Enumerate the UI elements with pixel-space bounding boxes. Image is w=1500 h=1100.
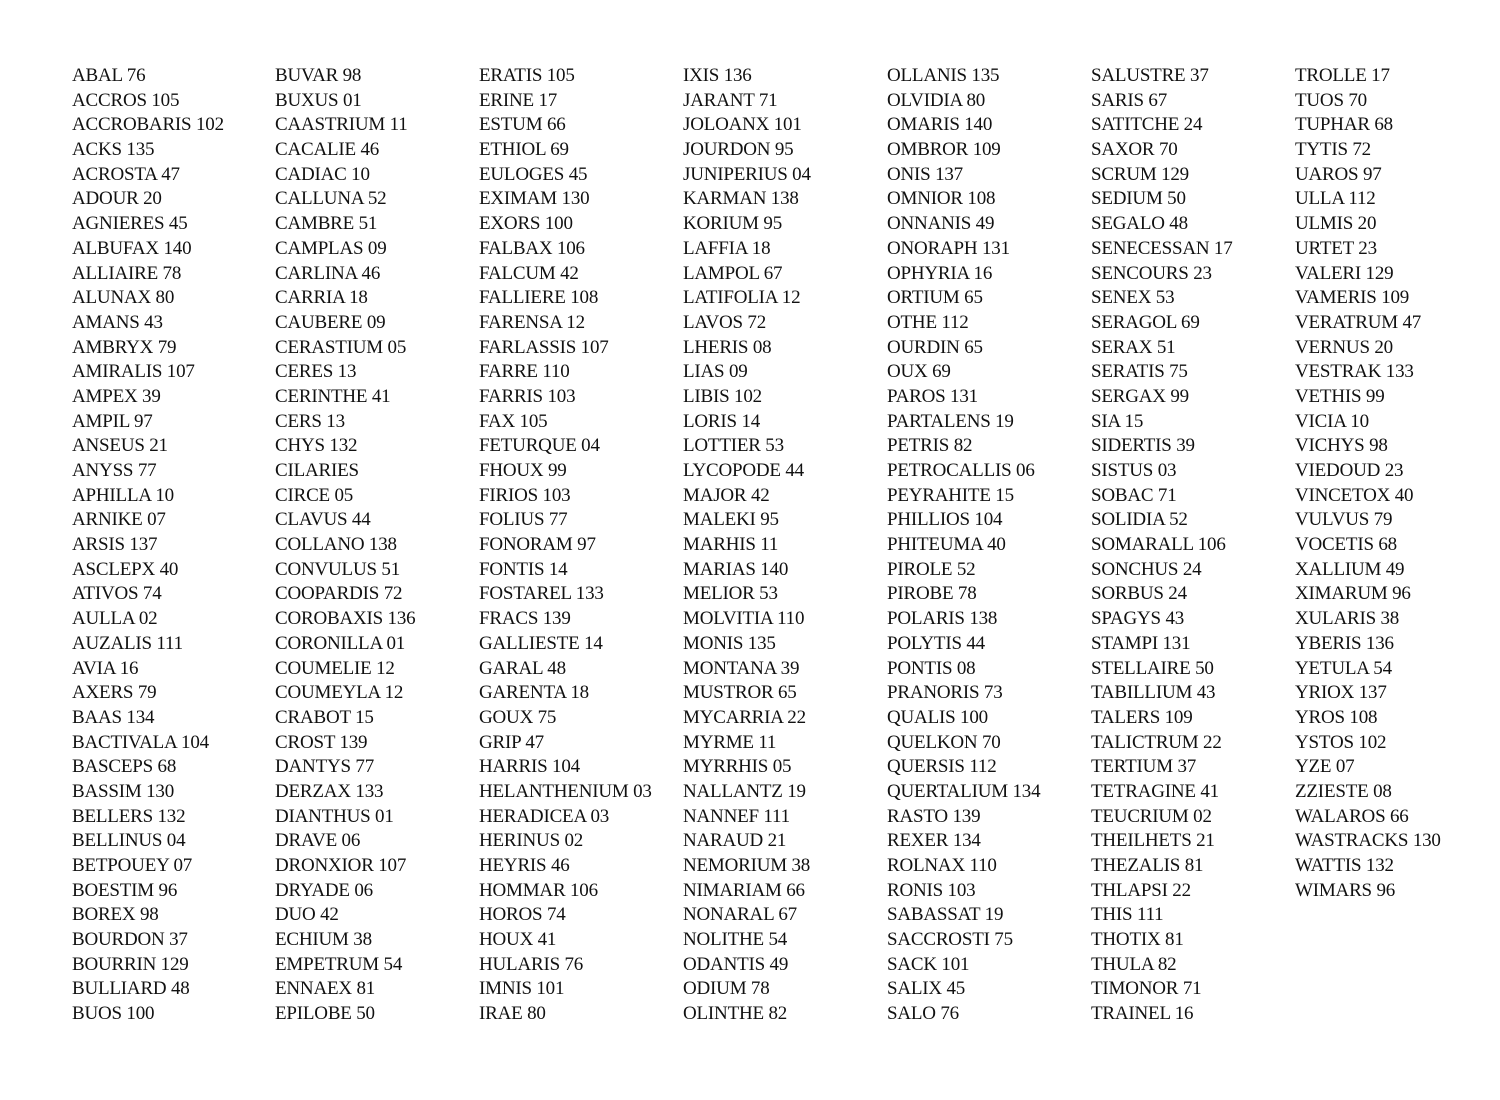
index-entry: FARENSA 12 (479, 311, 585, 333)
index-entry: CAMPLAS 09 (275, 237, 387, 259)
index-entry: RASTO 139 (887, 805, 981, 827)
index-entry: NOLITHE 54 (683, 929, 788, 951)
index-entry: LAFFIA 18 (683, 237, 771, 259)
index-entry: HARRIS 104 (479, 756, 580, 778)
index-entry: THOTIX 81 (1091, 929, 1184, 951)
index-entry: FETURQUE 04 (479, 435, 600, 457)
index-entry: BOESTIM 96 (72, 879, 178, 901)
index-entry: FOSTAREL 133 (479, 583, 604, 605)
index-entry: TRAINEL 16 (1091, 1003, 1194, 1025)
index-entry: SARIS 67 (1091, 89, 1168, 111)
index-entry: PEYRAHITE 15 (887, 484, 1014, 506)
index-entry: GRIP 47 (479, 731, 544, 753)
index-entry: ERATIS 105 (479, 65, 575, 86)
index-entry: PRANORIS 73 (887, 682, 1003, 704)
index-entry: EMPETRUM 54 (275, 953, 403, 975)
index-entry: AUZALIS 111 (72, 632, 183, 654)
index-entry: PETROCALLIS 06 (887, 460, 1035, 481)
index-entry: IMNIS 101 (479, 978, 565, 1000)
index-entry: SOMARALL 106 (1091, 534, 1226, 556)
index-entry: CAASTRIUM 11 (275, 114, 408, 136)
index-entry: THULA 82 (1091, 953, 1177, 975)
index-entry: LHERIS 08 (683, 336, 772, 358)
index-entry: FARRE 110 (479, 361, 570, 383)
index-entry: BOURRIN 129 (72, 953, 189, 975)
index-entry: LIAS 09 (683, 361, 748, 383)
index-entry: POLYTIS 44 (887, 632, 985, 654)
index-entry: MAJOR 42 (683, 484, 770, 506)
index-entry: WIMARS 96 (1295, 879, 1396, 901)
index-entry: ACKS 135 (72, 139, 155, 161)
index-entry: DANTYS 77 (275, 756, 375, 778)
index-entry: TUPHAR 68 (1295, 114, 1393, 136)
index-entry: SAXOR 70 (1091, 139, 1178, 161)
index-entry: MARIAS 140 (683, 558, 789, 580)
index-column-2 (275, 64, 415, 1027)
index-entry: ESTUM 66 (479, 114, 566, 136)
index-entry: BUOS 100 (72, 1003, 155, 1025)
index-entry: XULARIS 38 (1295, 608, 1400, 630)
index-entry: VOCETIS 68 (1295, 534, 1397, 556)
index-entry: BUXUS 01 (275, 89, 362, 111)
index-entry: CARRIA 18 (275, 287, 368, 309)
index-entry: FARRIS 103 (479, 385, 576, 407)
index-entry: ONIS 137 (887, 163, 963, 185)
index-entry: SISTUS 03 (1091, 460, 1177, 481)
index-entry: PIROBE 78 (887, 583, 977, 605)
index-entry: LIBIS 102 (683, 385, 762, 407)
index-entry: SATITCHE 24 (1091, 114, 1203, 136)
index-entry: ANSEUS 21 (72, 435, 168, 457)
index-entry: FONORAM 97 (479, 534, 596, 556)
index-entry: BOURDON 37 (72, 929, 188, 951)
index-entry: ALLIAIRE 78 (72, 262, 182, 284)
index-column-3 (479, 64, 652, 1027)
index-entry: TEUCRIUM 02 (1091, 805, 1212, 827)
index-entry: TERTIUM 37 (1091, 756, 1197, 778)
index-entry: WATTIS 132 (1295, 855, 1394, 876)
index-entry: VESTRAK 133 (1295, 361, 1414, 383)
index-entry: OMNIOR 108 (887, 188, 996, 210)
index-entry: CERS 13 (275, 410, 345, 432)
index-entry: MOLVITIA 110 (683, 608, 805, 630)
index-entry: VIEDOUD 23 (1295, 460, 1404, 481)
index-entry: SONCHUS 24 (1091, 558, 1202, 580)
index-entry: COROBAXIS 136 (275, 608, 416, 630)
index-entry: OLVIDIA 80 (887, 89, 986, 111)
index-entry: AVIA 16 (72, 657, 139, 679)
index-entry: HOROS 74 (479, 904, 566, 926)
index-entry: COLLANO 138 (275, 534, 397, 556)
index-entry: PONTIS 08 (887, 657, 976, 679)
index-entry: VICHYS 98 (1295, 435, 1388, 457)
index-entry: PHILLIOS 104 (887, 509, 1003, 531)
index-entry: BASCEPS 68 (72, 756, 177, 778)
index-entry: VERATRUM 47 (1295, 311, 1422, 333)
index-entry: YSTOS 102 (1295, 731, 1387, 753)
index-entry: CERES 13 (275, 361, 357, 383)
index-entry: BETPOUEY 07 (72, 855, 193, 876)
index-entry: TUOS 70 (1295, 89, 1367, 111)
index-entry: MELIOR 53 (683, 583, 778, 605)
index-entry: NEMORIUM 38 (683, 855, 811, 876)
index-entry: SORBUS 24 (1091, 583, 1187, 605)
index-entry: AMBRYX 79 (72, 336, 177, 358)
index-entry: HOUX 41 (479, 929, 557, 951)
index-column-7 (1295, 64, 1441, 903)
index-entry: DUO 42 (275, 904, 339, 926)
index-entry: DRAVE 06 (275, 830, 361, 852)
index-entry: LORIS 14 (683, 410, 761, 432)
index-entry: MYRME 11 (683, 731, 777, 753)
index-entry: FARLASSIS 107 (479, 336, 609, 358)
index-entry: FALBAX 106 (479, 237, 585, 259)
index-entry: ECHIUM 38 (275, 929, 372, 951)
index-entry: EPILOBE 50 (275, 1003, 375, 1025)
index-entry: PIROLE 52 (887, 558, 976, 580)
index-entry: CADIAC 10 (275, 163, 370, 185)
index-entry: GARENTA 18 (479, 682, 589, 704)
index-entry: XALLIUM 49 (1295, 558, 1405, 580)
index-entry: FALCUM 42 (479, 262, 579, 284)
index-entry: ONORAPH 131 (887, 237, 1010, 259)
index-entry: THEILHETS 21 (1091, 830, 1215, 852)
index-entry: LATIFOLIA 12 (683, 287, 801, 309)
index-entry: SALUSTRE 37 (1091, 65, 1209, 86)
index-entry: ARNIKE 07 (72, 509, 166, 531)
index-entry: FAX 105 (479, 410, 548, 432)
index-entry: ABAL 76 (72, 65, 146, 86)
index-entry: NALLANTZ 19 (683, 780, 806, 802)
index-entry: SOBAC 71 (1091, 484, 1177, 506)
index-entry: THIS 111 (1091, 904, 1164, 926)
index-entry: CAMBRE 51 (275, 213, 378, 235)
index-entry: JOURDON 95 (683, 139, 794, 161)
index-entry: YROS 108 (1295, 706, 1378, 728)
index-entry: CONVULUS 51 (275, 558, 401, 580)
index-entry: AMPIL 97 (72, 410, 153, 432)
index-entry: JARANT 71 (683, 89, 778, 111)
index-entry: FRACS 139 (479, 608, 571, 630)
index-entry: AXERS 79 (72, 682, 157, 704)
index-entry: ALBUFAX 140 (72, 237, 192, 259)
index-entry: ALUNAX 80 (72, 287, 175, 309)
index-entry: ASCLEPX 40 (72, 558, 179, 580)
index-entry: DRYADE 06 (275, 879, 373, 901)
index-entry: ULLA 112 (1295, 188, 1376, 210)
index-entry: IRAE 80 (479, 1003, 546, 1025)
index-entry: FIRIOS 103 (479, 484, 571, 506)
index-entry: NARAUD 21 (683, 830, 787, 852)
index-entry: HERADICEA 03 (479, 805, 610, 827)
index-entry: AMANS 43 (72, 311, 163, 333)
index-entry: AGNIERES 45 (72, 213, 188, 235)
index-entry: CHYS 132 (275, 435, 358, 457)
index-entry: QUALIS 100 (887, 706, 988, 728)
index-entry: VERNUS 20 (1295, 336, 1393, 358)
index-entry: SENEX 53 (1091, 287, 1175, 309)
index-entry: URTET 23 (1295, 237, 1377, 259)
index-entry: GOUX 75 (479, 706, 557, 728)
index-entry: KARMAN 138 (683, 188, 799, 210)
index-entry: STELLAIRE 50 (1091, 657, 1214, 679)
index-entry: ANYSS 77 (72, 460, 157, 481)
index-entry: FHOUX 99 (479, 460, 567, 481)
index-entry: NONARAL 67 (683, 904, 797, 926)
index-entry: ACROSTA 47 (72, 163, 180, 185)
index-column-4 (683, 64, 811, 1027)
index-entry: YZE 07 (1295, 756, 1355, 778)
index-entry: VULVUS 79 (1295, 509, 1393, 531)
index-entry: OMARIS 140 (887, 114, 993, 136)
index-entry: SERAX 51 (1091, 336, 1176, 358)
index-entry: BAAS 134 (72, 706, 155, 728)
index-entry: COUMELIE 12 (275, 657, 395, 679)
index-entry: TALERS 109 (1091, 706, 1193, 728)
index-entry: MYRRHIS 05 (683, 756, 792, 778)
index-entry: CRABOT 15 (275, 706, 374, 728)
index-entry: CERINTHE 41 (275, 385, 391, 407)
index-column-1 (72, 64, 224, 1027)
index-entry: OPHYRIA 16 (887, 262, 993, 284)
index-entry: ADOUR 20 (72, 188, 162, 210)
index-entry: ORTIUM 65 (887, 287, 983, 309)
index-entry: SALO 76 (887, 1003, 959, 1025)
index-entry: FALLIERE 108 (479, 287, 599, 309)
index-entry: KORIUM 95 (683, 213, 783, 235)
index-entry: VALERI 129 (1295, 262, 1394, 284)
index-entry: OLINTHE 82 (683, 1003, 788, 1025)
index-entry: CALLUNA 52 (275, 188, 387, 210)
index-column-6 (1091, 64, 1233, 1027)
index-entry: OURDIN 65 (887, 336, 983, 358)
index-entry: FONTIS 14 (479, 558, 568, 580)
index-entry: AULLA 02 (72, 608, 158, 630)
index-entry: SIA 15 (1091, 410, 1144, 432)
index-entry: SPAGYS 43 (1091, 608, 1185, 630)
index-entry: HULARIS 76 (479, 953, 584, 975)
index-entry: ROLNAX 110 (887, 855, 997, 876)
index-entry: RONIS 103 (887, 879, 976, 901)
index-entry: STAMPI 131 (1091, 632, 1191, 654)
index-entry: DIANTHUS 01 (275, 805, 394, 827)
index-entry: CAUBERE 09 (275, 311, 386, 333)
index-column-5 (887, 64, 1040, 1027)
index-entry: SABASSAT 19 (887, 904, 1004, 926)
index-entry: SALIX 45 (887, 978, 966, 1000)
index-entry: ONNANIS 49 (887, 213, 995, 235)
index-entry: ENNAEX 81 (275, 978, 376, 1000)
index-entry: AMPEX 39 (72, 385, 161, 407)
index-entry: MARHIS 11 (683, 534, 779, 556)
index-entry: SENCOURS 23 (1091, 262, 1212, 284)
index-entry: QUERTALIUM 134 (887, 780, 1041, 802)
index-entry: FOLIUS 77 (479, 509, 568, 531)
index-entry: SEDIUM 50 (1091, 188, 1186, 210)
index-entry: NANNEF 111 (683, 805, 790, 827)
index-entry: TROLLE 17 (1295, 65, 1390, 86)
index-entry: WALAROS 66 (1295, 805, 1409, 827)
index-entry: DRONXIOR 107 (275, 855, 407, 876)
index-entry: SOLIDIA 52 (1091, 509, 1188, 531)
index-entry: QUELKON 70 (887, 731, 1001, 753)
index-entry: VICIA 10 (1295, 410, 1369, 432)
index-entry: ACCROS 105 (72, 89, 180, 111)
index-entry: CILARIES (275, 460, 359, 481)
index-entry: XIMARUM 96 (1295, 583, 1411, 605)
index-entry: PHITEUMA 40 (887, 534, 1006, 556)
index-entry: CARLINA 46 (275, 262, 381, 284)
index-entry: GARAL 48 (479, 657, 566, 679)
index-entry: REXER 134 (887, 830, 981, 852)
index-entry: MALEKI 95 (683, 509, 779, 531)
index-entry: EXORS 100 (479, 213, 573, 235)
index-entry: JUNIPERIUS 04 (683, 163, 811, 185)
index-entry: PARTALENS 19 (887, 410, 1014, 432)
index-entry: HERINUS 02 (479, 830, 584, 852)
index-entry: ARSIS 137 (72, 534, 158, 556)
index-entry: JOLOANX 101 (683, 114, 802, 136)
index-entry: MYCARRIA 22 (683, 706, 806, 728)
index-entry: NIMARIAM 66 (683, 879, 805, 901)
index-entry: VINCETOX 40 (1295, 484, 1414, 506)
index-entry: BUVAR 98 (275, 65, 362, 86)
index-entry: BULLIARD 48 (72, 978, 190, 1000)
index-entry: ACCROBARIS 102 (72, 114, 224, 136)
index-entry: SACK 101 (887, 953, 970, 975)
index-entry: SIDERTIS 39 (1091, 435, 1195, 457)
index-entry: ODIUM 78 (683, 978, 770, 1000)
index-entry: COUMEYLA 12 (275, 682, 404, 704)
index-entry: LAMPOL 67 (683, 262, 783, 284)
index-entry: ULMIS 20 (1295, 213, 1377, 235)
index-entry: CACALIE 46 (275, 139, 380, 161)
index-entry: MONIS 135 (683, 632, 776, 654)
index-entry: ATIVOS 74 (72, 583, 162, 605)
index-entry: TIMONOR 71 (1091, 978, 1202, 1000)
index-entry: COOPARDIS 72 (275, 583, 403, 605)
index-entry: ZZIESTE 08 (1295, 780, 1392, 802)
index-entry: SERAGOL 69 (1091, 311, 1200, 333)
index-entry: OMBROR 109 (887, 139, 1001, 161)
index-entry: THLAPSI 22 (1091, 879, 1191, 901)
index-entry: YETULA 54 (1295, 657, 1392, 679)
index-entry: SENECESSAN 17 (1091, 237, 1233, 259)
index-entry: LYCOPODE 44 (683, 460, 804, 481)
index-entry: VETHIS 99 (1295, 385, 1385, 407)
index-entry: DERZAX 133 (275, 780, 384, 802)
index-entry: PAROS 131 (887, 385, 978, 407)
index-entry: VAMERIS 109 (1295, 287, 1410, 309)
index-entry: APHILLA 10 (72, 484, 174, 506)
index-entry: HELANTHENIUM 03 (479, 780, 652, 802)
index-entry: CIRCE 05 (275, 484, 354, 506)
index-entry: SACCROSTI 75 (887, 929, 1013, 951)
index-entry: BASSIM 130 (72, 780, 174, 802)
index-entry: UAROS 97 (1295, 163, 1382, 185)
index-entry: GALLIESTE 14 (479, 632, 603, 654)
index-entry: LAVOS 72 (683, 311, 767, 333)
index-entry: EULOGES 45 (479, 163, 588, 185)
index-entry: IXIS 136 (683, 65, 752, 86)
index-entry: EXIMAM 130 (479, 188, 590, 210)
index-entry: CERASTIUM 05 (275, 336, 407, 358)
index-entry: SERGAX 99 (1091, 385, 1189, 407)
index-entry: ETHIOL 69 (479, 139, 569, 161)
index-entry: WASTRACKS 130 (1295, 830, 1441, 852)
index-entry: BELLERS 132 (72, 805, 186, 827)
index-entry: PETRIS 82 (887, 435, 973, 457)
index-entry: ERINE 17 (479, 89, 558, 111)
index-entry: HOMMAR 106 (479, 879, 598, 901)
index-entry: OUX 69 (887, 361, 951, 383)
index-entry: SEGALO 48 (1091, 213, 1188, 235)
index-entry: AMIRALIS 107 (72, 361, 195, 383)
index-entry: POLARIS 138 (887, 608, 998, 630)
index-entry: MONTANA 39 (683, 657, 800, 679)
index-entry: TALICTRUM 22 (1091, 731, 1222, 753)
index-entry: CROST 139 (275, 731, 368, 753)
index-entry: SERATIS 75 (1091, 361, 1188, 383)
index-entry: THEZALIS 81 (1091, 855, 1204, 876)
index-entry: OTHE 112 (887, 311, 969, 333)
index-entry: YBERIS 136 (1295, 632, 1394, 654)
index-entry: SCRUM 129 (1091, 163, 1189, 185)
index-entry: HEYRIS 46 (479, 855, 570, 876)
index-entry: OLLANIS 135 (887, 65, 1000, 86)
index-entry: BACTIVALA 104 (72, 731, 209, 753)
index-entry: QUERSIS 112 (887, 756, 997, 778)
index-entry: YRIOX 137 (1295, 682, 1387, 704)
index-entry: TETRAGINE 41 (1091, 780, 1219, 802)
index-entry: CLAVUS 44 (275, 509, 371, 531)
index-entry: BELLINUS 04 (72, 830, 186, 852)
index-entry: TYTIS 72 (1295, 139, 1371, 161)
index-entry: MUSTROR 65 (683, 682, 797, 704)
index-entry: LOTTIER 53 (683, 435, 784, 457)
index-entry: ODANTIS 49 (683, 953, 789, 975)
index-entry: CORONILLA 01 (275, 632, 406, 654)
index-entry: BOREX 98 (72, 904, 159, 926)
index-entry: TABILLIUM 43 (1091, 682, 1216, 704)
